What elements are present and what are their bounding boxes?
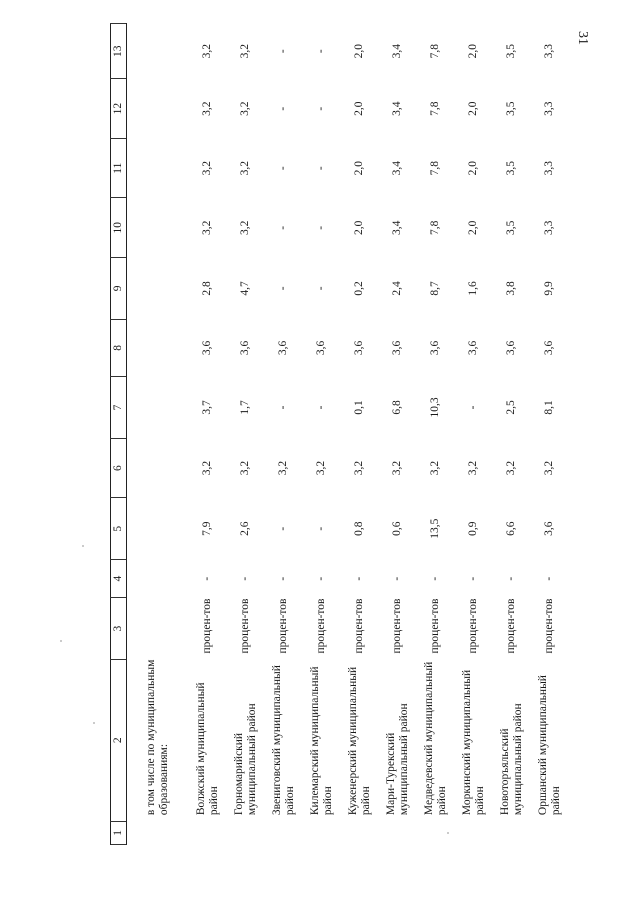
value-cell: 3,4 <box>391 161 404 176</box>
value-cell: - <box>277 49 290 54</box>
unit-cell: процен-тов <box>353 598 366 654</box>
value-cell: 0,2 <box>353 281 366 296</box>
value-cell: 7,9 <box>201 521 214 536</box>
value-cell: - <box>201 576 214 581</box>
row-index-cell <box>227 821 265 844</box>
unit-cell: процен-тов <box>467 598 480 654</box>
unit-cell: процен-тов <box>239 598 252 654</box>
scan-speck <box>93 722 95 724</box>
value-cell: - <box>315 405 328 410</box>
value-cell: 3,6 <box>543 521 556 536</box>
value-cell: - <box>315 286 328 291</box>
row-index-cell <box>493 821 531 844</box>
column-header: 10 <box>111 198 127 258</box>
value-cell: 3,2 <box>429 460 442 476</box>
value-cell: 0,6 <box>391 521 404 536</box>
value-cell: - <box>277 576 290 581</box>
value-cell: 3,3 <box>543 44 556 59</box>
table-row <box>341 24 379 845</box>
table-row <box>227 24 265 845</box>
value-cell: 1,7 <box>239 400 252 415</box>
value-cell: - <box>505 576 518 581</box>
intro-row <box>127 24 190 845</box>
column-header: 13 <box>111 24 127 79</box>
value-cell: 4,7 <box>239 281 252 296</box>
value-cell: 3,3 <box>543 161 556 176</box>
table-row <box>189 24 227 845</box>
value-cell: 3,2 <box>239 460 252 476</box>
value-cell: 3,5 <box>505 101 518 116</box>
value-cell: - <box>467 405 480 410</box>
row-index-cell <box>265 821 303 844</box>
value-cell: - <box>543 576 556 581</box>
value-cell: 3,2 <box>201 220 214 235</box>
district-name: Оршанский муниципальный район <box>536 675 562 816</box>
value-cell: - <box>277 405 290 410</box>
value-cell: 2,0 <box>467 101 480 116</box>
value-cell: 10,3 <box>429 397 442 418</box>
value-cell: 3,4 <box>391 44 404 59</box>
value-cell: 2,0 <box>353 101 366 116</box>
value-cell: 3,2 <box>391 460 404 476</box>
value-cell: 3,6 <box>239 340 252 356</box>
value-cell: 2,4 <box>391 281 404 296</box>
district-name: Медведевский муниципальный район <box>422 661 448 816</box>
value-cell: 3,2 <box>315 460 328 476</box>
table-row <box>303 24 341 845</box>
value-cell: 3,5 <box>505 220 518 235</box>
column-header: 4 <box>111 560 127 598</box>
table-row <box>379 24 417 845</box>
value-cell: 3,2 <box>505 460 518 476</box>
value-cell: - <box>429 576 442 581</box>
value-cell: 0,9 <box>467 521 480 536</box>
column-header: 3 <box>111 598 127 660</box>
value-cell: - <box>277 166 290 171</box>
value-cell: 3,5 <box>505 161 518 176</box>
value-cell: 8,1 <box>543 400 556 415</box>
district-name: Килемарский муниципальный район <box>308 666 334 816</box>
value-cell: - <box>391 576 404 581</box>
value-cell: 3,6 <box>201 340 214 356</box>
value-cell: 3,2 <box>277 460 290 476</box>
unit-cell: процен-тов <box>505 598 518 654</box>
value-cell: - <box>239 576 252 581</box>
row-index-cell <box>189 821 227 844</box>
value-cell: 3,6 <box>315 340 328 356</box>
row-index-cell <box>379 821 417 844</box>
value-cell: 2,0 <box>467 161 480 176</box>
value-cell: - <box>315 526 328 531</box>
unit-cell: процен-тов <box>543 598 556 654</box>
value-cell: 3,7 <box>201 400 214 415</box>
district-name: Звениговский муниципальный район <box>270 665 296 816</box>
table-row <box>417 24 455 845</box>
value-cell: 2,0 <box>467 44 480 59</box>
column-header: 11 <box>111 138 127 198</box>
row-index-cell <box>341 821 379 844</box>
value-cell: 3,6 <box>391 340 404 356</box>
district-name: Волжский муниципальный район <box>194 682 220 816</box>
value-cell: 3,6 <box>353 340 366 356</box>
value-cell: 3,2 <box>239 44 252 59</box>
value-cell: - <box>315 166 328 171</box>
value-cell: - <box>277 106 290 111</box>
value-cell: 2,5 <box>505 400 518 415</box>
table-row <box>493 24 531 845</box>
column-header: 9 <box>111 258 127 320</box>
value-cell: - <box>315 106 328 111</box>
value-cell: 2,0 <box>353 44 366 59</box>
value-cell: 1,6 <box>467 281 480 296</box>
value-cell: 3,6 <box>467 340 480 356</box>
table-row <box>265 24 303 845</box>
value-cell: 3,8 <box>505 281 518 296</box>
value-cell: 3,2 <box>201 44 214 59</box>
value-cell: 3,2 <box>201 101 214 116</box>
value-cell: 0,1 <box>353 400 366 415</box>
value-cell: 9,9 <box>543 281 556 296</box>
value-cell: 3,2 <box>543 460 556 476</box>
value-cell: 3,5 <box>505 44 518 59</box>
table-row <box>455 24 493 845</box>
scan-speck <box>60 640 62 642</box>
unit-cell: процен-тов <box>277 598 290 654</box>
column-header: 7 <box>111 377 127 439</box>
row-index-cell <box>531 821 569 844</box>
district-name: Новоторъяльский муниципальный район <box>498 703 524 816</box>
value-cell: - <box>277 526 290 531</box>
value-cell: - <box>315 49 328 54</box>
column-header: 12 <box>111 79 127 139</box>
value-cell: 3,2 <box>353 460 366 476</box>
value-cell: 3,6 <box>543 340 556 356</box>
value-cell: 8,7 <box>429 281 442 296</box>
unit-cell: процен-тов <box>429 598 442 654</box>
scan-speck <box>82 545 84 547</box>
value-cell: - <box>277 225 290 230</box>
value-cell: 3,2 <box>239 161 252 176</box>
value-cell: - <box>277 286 290 291</box>
scan-speck <box>447 832 449 834</box>
value-cell: 3,2 <box>201 460 214 476</box>
value-cell: 3,3 <box>543 220 556 235</box>
value-cell: 3,4 <box>391 220 404 235</box>
intro-text: в том числе по муниципальным образованиям: <box>144 659 170 816</box>
value-cell: 3,2 <box>467 460 480 476</box>
unit-cell: процен-тов <box>315 598 328 654</box>
row-index-cell <box>417 821 455 844</box>
column-header: 1 <box>111 821 127 844</box>
value-cell: 3,6 <box>505 340 518 356</box>
district-name: Моркинский муниципальный район <box>460 669 486 816</box>
unit-cell: процен-тов <box>201 598 214 654</box>
value-cell: 3,6 <box>277 340 290 356</box>
value-cell: 13,5 <box>429 518 442 539</box>
value-cell: 0,8 <box>353 521 366 536</box>
column-header: 6 <box>111 438 127 498</box>
value-cell: 2,0 <box>353 161 366 176</box>
value-cell: 3,6 <box>429 340 442 356</box>
value-cell: 2,0 <box>353 220 366 235</box>
value-cell: - <box>315 225 328 230</box>
value-cell: 6,8 <box>391 400 404 415</box>
district-name: Куженерский муниципальный район <box>346 666 372 816</box>
value-cell: 7,8 <box>429 220 442 235</box>
column-header: 8 <box>111 319 127 376</box>
value-cell: 7,8 <box>429 44 442 59</box>
district-name: Мари-Турекский муниципальный район <box>384 703 410 816</box>
value-cell: - <box>467 576 480 581</box>
value-cell: 7,8 <box>429 161 442 176</box>
district-name: Горномарийский муниципальный район <box>232 703 258 816</box>
data-table <box>110 23 569 845</box>
value-cell: 3,2 <box>239 101 252 116</box>
column-header: 5 <box>111 498 127 560</box>
value-cell: 2,8 <box>201 281 214 296</box>
value-cell: 2,0 <box>467 220 480 235</box>
header-row <box>111 24 127 845</box>
column-header: 2 <box>111 659 127 821</box>
value-cell: 3,4 <box>391 101 404 116</box>
page-number: 31 <box>575 31 590 45</box>
row-index-cell <box>455 821 493 844</box>
row-index-cell <box>303 821 341 844</box>
value-cell: 2,6 <box>239 521 252 536</box>
rotated-table-container <box>110 15 580 845</box>
value-cell: 3,2 <box>239 220 252 235</box>
value-cell: - <box>353 576 366 581</box>
value-cell: 7,8 <box>429 101 442 116</box>
value-cell: 3,3 <box>543 101 556 116</box>
value-cell: - <box>315 576 328 581</box>
value-cell: 3,2 <box>201 161 214 176</box>
unit-cell: процен-тов <box>391 598 404 654</box>
table-row <box>531 24 569 845</box>
value-cell: 6,6 <box>505 521 518 536</box>
